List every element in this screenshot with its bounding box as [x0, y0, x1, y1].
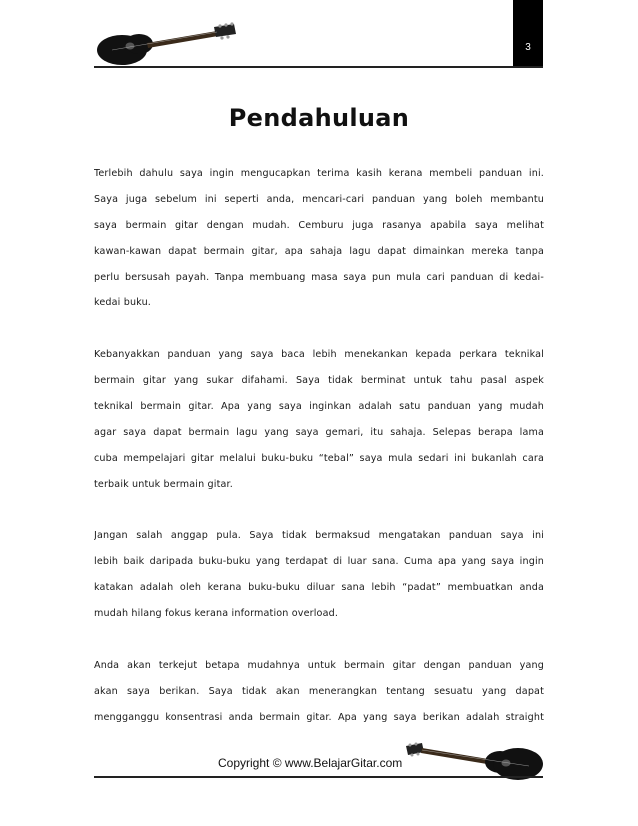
paragraph-4 — [94, 653, 544, 731]
paragraph-3 — [94, 523, 544, 627]
text-line: Kebanyakkan panduan yang saya baca lebih menekankan kepada perkara teknikal — [94, 349, 544, 361]
text-line: katakan adalah oleh kerana buku-buku diluar sana lebih “padat” membuatkan anda — [94, 582, 544, 594]
text-line: teknikal bermain gitar. Apa yang saya inginkan adalah satu panduan yang mudah — [94, 401, 544, 413]
text-line: cuba mempelajari gitar melalui buku-buku “tebal” saya mula sedari ini bukanlah cara — [94, 452, 544, 464]
text-line: saya bermain gitar dengan mudah. Cemburu juga rasanya apabila saya melihat — [94, 219, 544, 231]
text-line: kedai buku. — [94, 297, 152, 309]
text-line: Jangan salah anggap pula. Saya tidak bermaksud mengatakan panduan saya ini — [94, 530, 544, 542]
page-number-tab — [513, 0, 543, 68]
footer-divider — [94, 776, 543, 778]
header-divider — [94, 66, 543, 68]
text-line: agar saya dapat bermain lagu yang saya gemari, itu sahaja. Selepas berapa lama — [94, 426, 544, 438]
text-line: lebih baik daripada buku-buku yang terdapat di luar sana. Cuma apa yang saya ingin — [94, 556, 544, 568]
text-line: perlu bersusah payah. Tanpa membuang masa saya pun mula cari panduan di kedai- — [94, 271, 544, 283]
text-line: mudah hilang fokus kerana information overload. — [94, 608, 339, 620]
text-line: akan saya berikan. Saya tidak akan menerangkan tentang sesuatu yang dapat — [94, 685, 544, 697]
text-line: Terlebih dahulu saya ingin mengucapkan terima kasih kerana membeli panduan ini. — [94, 168, 544, 179]
header-guitar-icon — [92, 20, 238, 68]
paragraph-1 — [94, 161, 544, 316]
page-title: Pendahuluan — [228, 104, 410, 132]
paragraph-2 — [94, 342, 544, 497]
text-line: kawan-kawan dapat bermain gitar, apa sahaja lagu dapat dimainkan mereka tanpa — [94, 245, 544, 257]
copyright-text: Copyright © www.BelajarGitar.com — [218, 756, 403, 770]
text-line: bermain gitar yang sukar difahami. Saya tidak berminat untuk tahu pasal aspek — [94, 375, 544, 387]
text-line: Saya juga sebelum ini seperti anda, mencari-cari panduan yang boleh membantu — [94, 193, 544, 205]
text-line: Anda akan terkejut betapa mudahnya untuk bermain gitar dengan panduan yang — [94, 659, 544, 671]
body-text — [94, 161, 544, 731]
text-line: mengganggu konsentrasi anda bermain gitar. Apa yang saya berikan adalah straight — [94, 711, 544, 723]
page-number: 3 — [525, 42, 531, 53]
text-line: terbaik untuk bermain gitar. — [94, 478, 233, 490]
